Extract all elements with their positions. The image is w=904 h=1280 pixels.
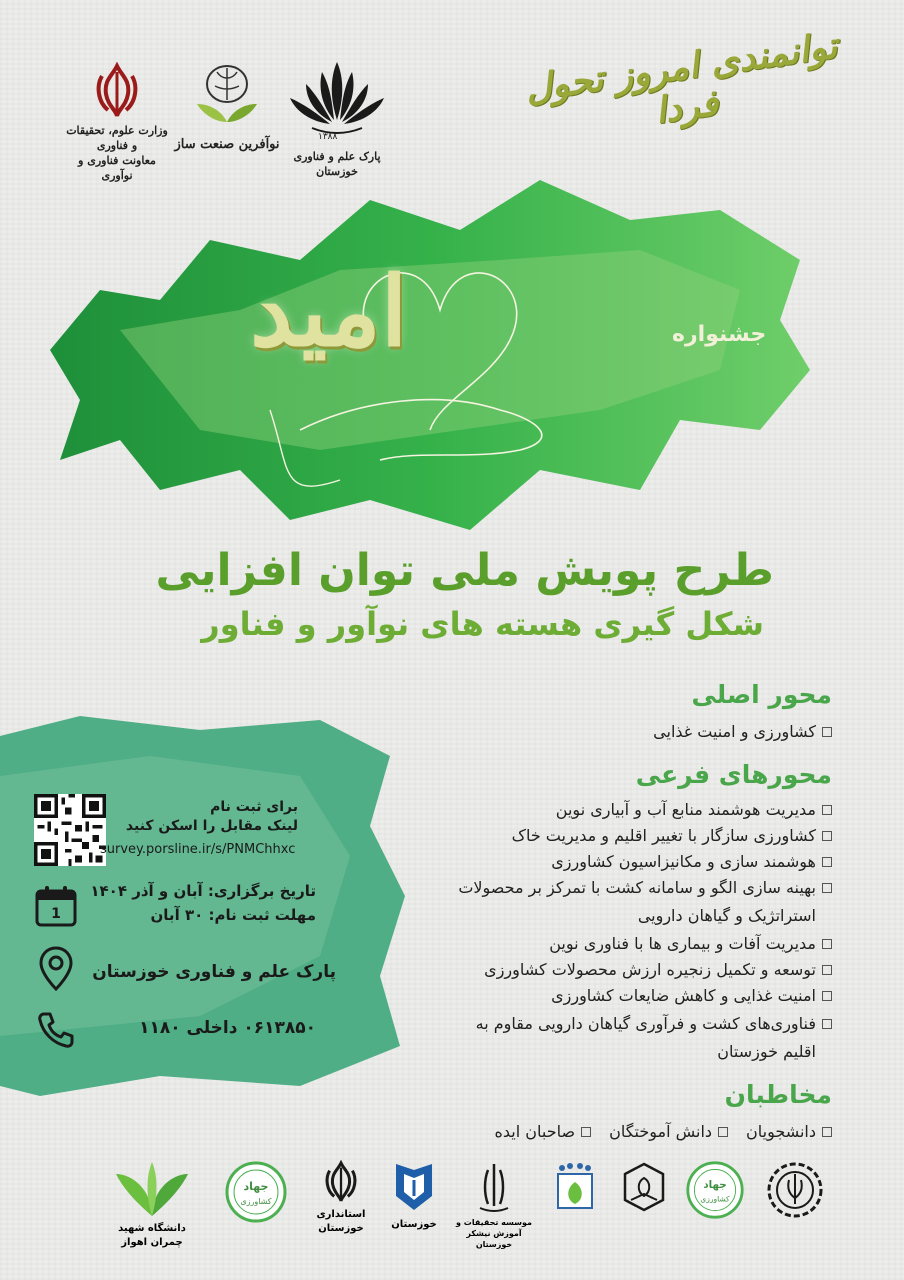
bullet-square-icon bbox=[718, 1127, 728, 1137]
bullet-square-icon bbox=[581, 1127, 591, 1137]
wheat-gear-logo-icon bbox=[765, 1160, 825, 1220]
slogan: توانمندی امروز تحول فردا bbox=[522, 24, 840, 132]
sub-axis-item: بهینه سازی الگو و سامانه کشت با تمرکز بر محصولات bbox=[458, 878, 832, 897]
chamran-university-logo: دانشگاه شهید چمران اهواز bbox=[102, 1160, 202, 1249]
phone-number: ۰۶۱۳۸۵۰ داخلی ۱۱۸۰ bbox=[139, 1018, 316, 1038]
bullet-square-icon bbox=[822, 727, 832, 737]
calendar-icon bbox=[34, 884, 78, 932]
science-park-logo bbox=[272, 58, 402, 180]
festival-name: امید bbox=[250, 255, 408, 368]
main-axis-item: کشاورزی و امنیت غذایی bbox=[653, 722, 832, 741]
science-park-caption: پارک علم و فناوری خوزستان bbox=[293, 150, 381, 178]
qr-code-icon bbox=[34, 794, 106, 866]
book-leaf-logo-icon bbox=[621, 1160, 667, 1214]
registration-line-2: لینک مقابل را اسکن کنید bbox=[125, 817, 298, 834]
bullet-square-icon bbox=[822, 857, 832, 867]
brain-leaf-logo-icon bbox=[187, 60, 267, 132]
noafarin-caption: نوآفرین صنعت ساز bbox=[174, 137, 280, 152]
bullet-square-icon bbox=[822, 965, 832, 975]
sub-axis-item: توسعه و تکمیل زنجیره ارزش محصولات کشاورزی bbox=[484, 960, 832, 979]
registration-text bbox=[118, 798, 298, 836]
green-brush-banner bbox=[40, 170, 820, 550]
jahad-keshavarzi-logo-2 bbox=[680, 1160, 750, 1224]
calendar-day: 1 bbox=[51, 906, 61, 922]
bullet-square-icon bbox=[822, 939, 832, 949]
registration-line-1: برای ثبت نام bbox=[210, 799, 298, 815]
bullet-square-icon bbox=[822, 883, 832, 893]
audience-item: دانشجویان bbox=[746, 1122, 832, 1141]
sub-axis-item: امنیت غذایی و کاهش ضایعات کشاورزی bbox=[551, 986, 832, 1005]
location-text: پارک علم و فناوری خوزستان bbox=[92, 962, 336, 982]
bullet-square-icon bbox=[822, 1019, 832, 1029]
iran-emblem-icon bbox=[92, 62, 142, 120]
sub-axis-item: مدیریت آفات و بیماری ها با فناوری نوین bbox=[549, 934, 832, 953]
event-dates: تاریخ برگزاری: آبان و آذر ۱۴۰۴ bbox=[90, 882, 316, 900]
sub-title: شکل گیری هسته های نوآور و فناور bbox=[201, 605, 764, 643]
audience-list bbox=[494, 1122, 832, 1141]
chamran-university-logo-icon bbox=[112, 1160, 192, 1218]
sub-axis-item: مدیریت هوشمند منابع آب و آبیاری نوین bbox=[556, 800, 832, 819]
azad-university-logo-icon bbox=[392, 1160, 436, 1214]
sugarcane-institute-logo-icon bbox=[474, 1160, 514, 1214]
main-axis-heading: محور اصلی bbox=[691, 680, 832, 709]
lotus-logo-icon bbox=[282, 58, 392, 138]
registration-url[interactable]: survey.porsline.ir/s/PNMChhxc bbox=[100, 842, 296, 857]
research-center-logo bbox=[540, 1160, 610, 1218]
book-leaf-logo bbox=[614, 1160, 674, 1218]
festival-label: جشنواره bbox=[672, 322, 767, 347]
sub-axis-item: فناوری‌های کشت و فرآوری گیاهان دارویی مقاوم به bbox=[476, 1014, 832, 1033]
wheat-gear-logo bbox=[760, 1160, 830, 1224]
jahad-keshavarzi-logo-icon bbox=[224, 1160, 288, 1224]
bullet-square-icon bbox=[822, 991, 832, 1001]
sugarcane-institute-logo: موسسه تحقیقات و آموزش نیشکر خوزستان bbox=[454, 1160, 534, 1250]
jahad-keshavarzi-logo bbox=[216, 1160, 296, 1228]
noafarin-logo bbox=[172, 60, 282, 154]
svg-text:کشاورزی: کشاورزی bbox=[240, 1197, 272, 1206]
research-center-logo-icon bbox=[552, 1160, 598, 1214]
audience-item: صاحبان ایده bbox=[494, 1122, 591, 1141]
sub-axis-item-continuation: استراتژیک و گیاهان دارویی bbox=[637, 906, 816, 925]
registration-deadline: مهلت ثبت نام: ۳۰ آبان bbox=[150, 906, 316, 924]
governorate-logo: استانداری خوزستان bbox=[306, 1160, 376, 1235]
svg-text:کشاورزی: کشاورزی bbox=[700, 1194, 730, 1204]
phone-icon bbox=[36, 1010, 76, 1054]
audience-item: دانش آموختگان bbox=[609, 1122, 728, 1141]
sub-axis-item-continuation: اقلیم خوزستان bbox=[717, 1042, 816, 1061]
registration-qr-code[interactable] bbox=[34, 794, 106, 870]
ministry-logo bbox=[62, 62, 172, 183]
bullet-square-icon bbox=[822, 805, 832, 815]
iran-emblem-icon bbox=[321, 1160, 361, 1204]
sub-axis-item: هوشمند سازی و مکانیزاسیون کشاورزی bbox=[551, 852, 832, 871]
ministry-caption-2: معاونت فناوری و نوآوری bbox=[78, 153, 156, 182]
azad-university-logo: خوزستان bbox=[384, 1160, 444, 1232]
bullet-square-icon bbox=[822, 831, 832, 841]
svg-text:جهاد: جهاد bbox=[703, 1179, 727, 1192]
ministry-caption-1: وزارت علوم، تحقیقات و فناوری bbox=[66, 124, 168, 152]
audience-heading: مخاطبان bbox=[724, 1080, 832, 1109]
science-park-year: ۱۳۸۸ bbox=[318, 132, 338, 142]
bullet-square-icon bbox=[822, 1127, 832, 1137]
location-pin-icon bbox=[38, 946, 74, 996]
sub-axis-item: کشاورزی سازگار با تغییر اقلیم و مدیریت خاک bbox=[512, 826, 832, 845]
svg-text:جهاد: جهاد bbox=[243, 1180, 269, 1193]
sub-axes-heading: محورهای فرعی bbox=[635, 760, 832, 789]
main-title: طرح پویش ملی توان افزایی bbox=[155, 545, 774, 596]
jahad-keshavarzi-logo-icon bbox=[685, 1160, 745, 1220]
